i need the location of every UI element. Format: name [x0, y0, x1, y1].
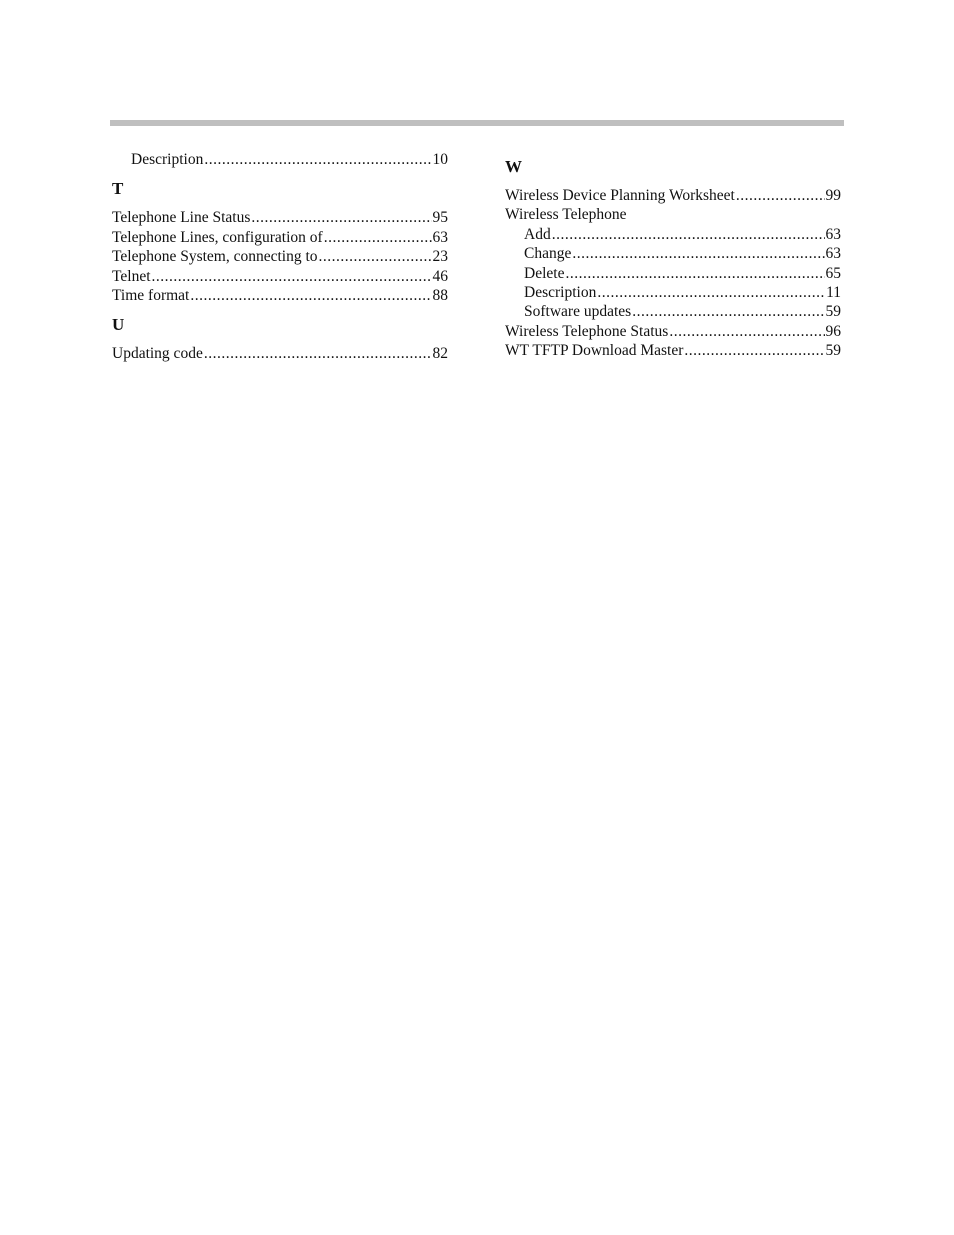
entry-page: 99 — [825, 187, 841, 204]
entry-label: Telephone System, connecting to — [112, 248, 318, 266]
entry-page: 82 — [432, 345, 448, 363]
leader-dots — [736, 186, 825, 205]
leader-dots — [552, 225, 825, 244]
index-column-right — [505, 150, 841, 361]
index-entry — [505, 322, 841, 341]
entry-page: 10 — [432, 151, 448, 168]
entry-page: 11 — [826, 284, 841, 302]
entry-page: 96 — [825, 322, 841, 340]
entry-page: 95 — [432, 209, 448, 227]
section-letter-w: W — [505, 157, 522, 176]
leader-dots — [669, 322, 824, 341]
leader-dots — [152, 267, 432, 286]
entry-label: Description — [131, 151, 204, 168]
index-subentry — [505, 264, 841, 283]
section-letter-u: U — [112, 315, 125, 335]
index-subentry — [505, 283, 841, 302]
leader-dots — [324, 228, 432, 247]
entry-page: 88 — [432, 287, 448, 305]
entry-label: Time format — [112, 287, 190, 305]
index-subentry — [505, 244, 841, 263]
entry-page: 63 — [432, 228, 448, 246]
entry-label: Telephone Line Status — [112, 209, 251, 227]
index-column-left — [112, 150, 448, 364]
index-entry — [112, 286, 448, 305]
index-entry — [112, 228, 448, 247]
entry-label: Telnet — [112, 267, 151, 285]
section-letter-t: T — [112, 179, 124, 199]
entry-page: 63 — [825, 245, 841, 263]
leader-dots — [597, 283, 825, 302]
entry-page: 59 — [825, 303, 841, 321]
entry-label: Telephone Lines, configuration of — [112, 228, 323, 246]
entry-page: 65 — [825, 264, 841, 282]
entry-page: 23 — [432, 248, 448, 266]
entry-label: Wireless Telephone Status — [505, 322, 669, 340]
leader-dots — [684, 341, 824, 360]
index-subentry — [505, 302, 841, 321]
leader-dots — [319, 247, 432, 266]
entry-label: Change — [524, 245, 572, 263]
index-entry — [112, 344, 448, 363]
index-entry — [505, 341, 841, 360]
index-subentry — [505, 225, 841, 244]
leader-dots — [251, 208, 431, 227]
leader-dots — [204, 150, 431, 169]
header-rule — [110, 120, 844, 126]
index-entry-description — [112, 150, 448, 169]
entry-page: 63 — [825, 225, 841, 243]
entry-label: Add — [524, 225, 551, 243]
index-entry — [112, 267, 448, 286]
entry-label: Updating code — [112, 345, 203, 363]
index-entry — [112, 247, 448, 266]
leader-dots — [204, 344, 432, 363]
entry-page: 59 — [825, 342, 841, 360]
entry-label: WT TFTP Download Master — [505, 342, 684, 360]
entry-page: 46 — [432, 267, 448, 285]
leader-dots — [572, 244, 824, 263]
entry-label: Delete — [524, 264, 565, 282]
index-entry — [505, 186, 841, 205]
leader-dots — [190, 286, 431, 305]
index-entry-group-heading: Wireless Telephone — [505, 206, 627, 224]
index-entry — [112, 208, 448, 227]
leader-dots — [565, 264, 824, 283]
entry-label: Software updates — [524, 303, 632, 321]
entry-label: Description — [524, 284, 597, 302]
leader-dots — [632, 302, 824, 321]
entry-label: Wireless Device Planning Worksheet — [505, 187, 735, 204]
